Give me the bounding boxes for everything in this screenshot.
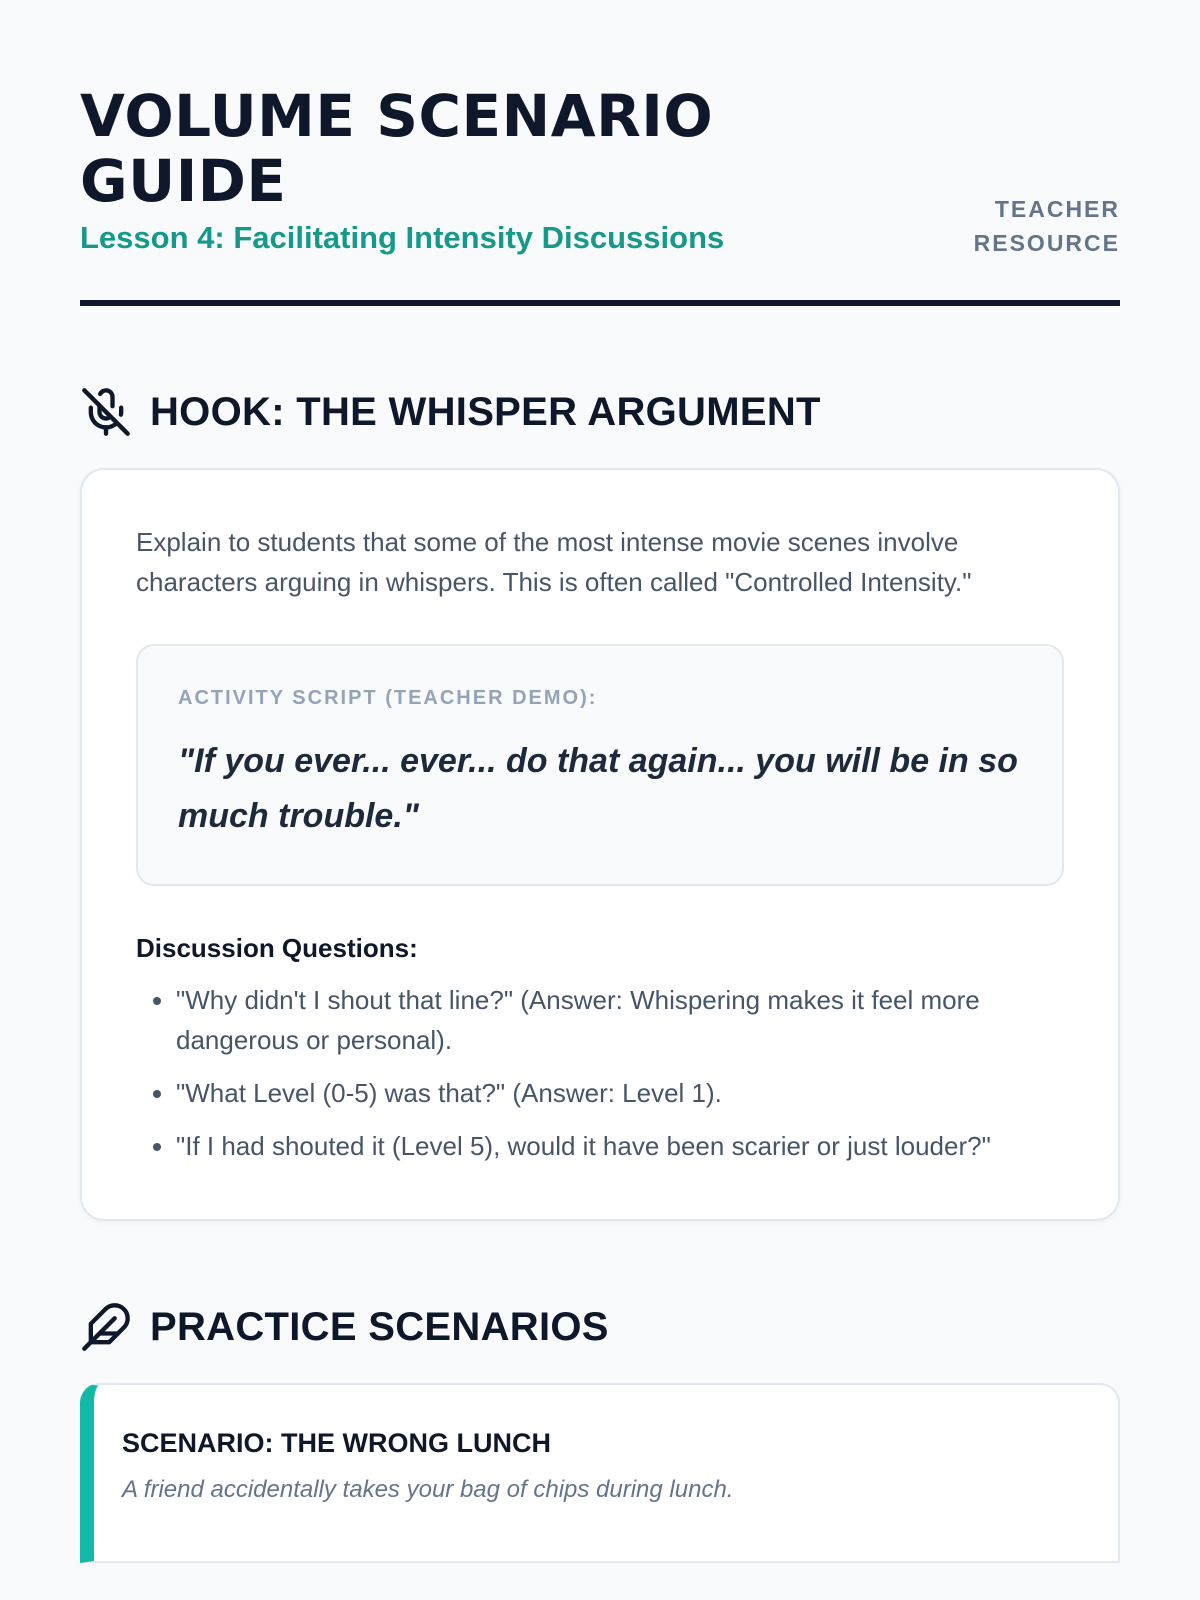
page-title: VOLUME SCENARIO GUIDE [80, 82, 714, 215]
mic-off-icon [80, 386, 132, 438]
scenario-description: A friend accidentally takes your bag of chips during lunch. [122, 1476, 734, 1503]
practice-section [80, 1297, 1120, 1563]
scenario-title: SCENARIO: THE WRONG LUNCH [122, 1428, 551, 1458]
discussion-questions-list [136, 980, 1064, 1166]
feather-icon [80, 1301, 132, 1353]
teacher-resource-label: TEACHER RESOURCE [973, 196, 1120, 256]
activity-script-label: ACTIVITY SCRIPT (TEACHER DEMO): [178, 687, 598, 709]
activity-script-quote: "If you ever... ever... do that again... you will be in so much trouble." [178, 742, 1018, 835]
list-item: • "What Level (0-5) was that?" (Answer: Level 1). [176, 1073, 1064, 1113]
list-item: • "Why didn't I shout that line?" (Answer: Whispering makes it feel more dangerous or personal). [176, 980, 1064, 1060]
hook-heading: HOOK: THE WHISPER ARGUMENT [150, 390, 821, 434]
lesson-subtitle: Lesson 4: Facilitating Intensity Discussions [80, 220, 725, 255]
activity-script-box [136, 644, 1064, 886]
hook-card [80, 468, 1120, 1221]
hook-section [80, 382, 1120, 1221]
hook-heading-row [80, 382, 1120, 442]
hook-intro-text: Explain to students that some of the most intense movie scenes involve characters arguing in whispers. This is often called "Controlled Intensity." [136, 527, 972, 597]
scenario-card [80, 1383, 1120, 1563]
page-header [80, 0, 1120, 306]
list-item: • "If I had shouted it (Level 5), would it have been scarier or just louder?" [176, 1126, 1064, 1166]
discussion-questions-heading: Discussion Questions: [136, 933, 418, 963]
practice-heading: PRACTICE SCENARIOS [150, 1305, 609, 1349]
practice-heading-row [80, 1297, 1120, 1357]
